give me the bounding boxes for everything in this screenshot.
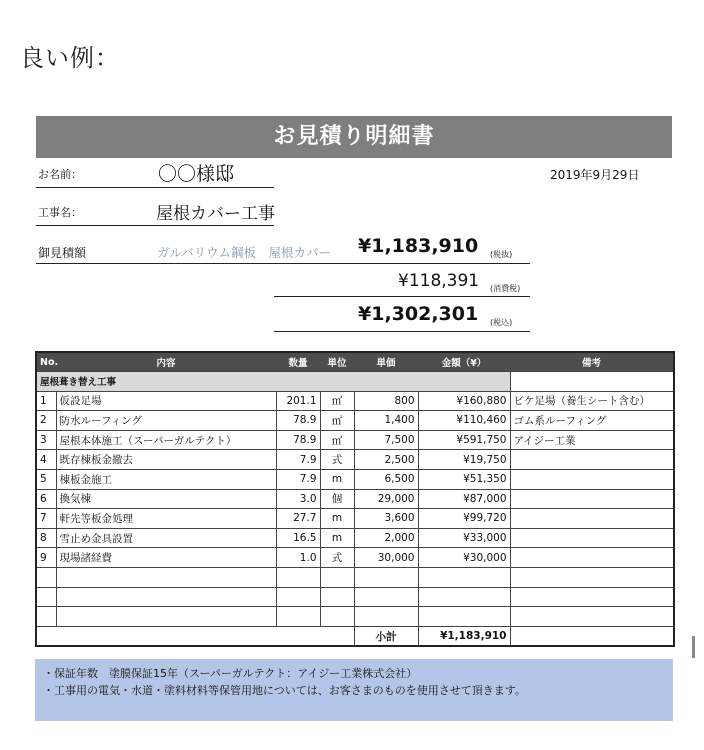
cell-no: 9 <box>36 548 56 568</box>
cell-price: 6,500 <box>354 469 418 489</box>
table-row <box>36 489 674 509</box>
cell-price: 2,500 <box>354 450 418 470</box>
cell-item: 既存棟板金撤去 <box>56 450 276 470</box>
amount-inc-tax-note: (税込) <box>490 318 513 327</box>
name-value: 〇〇様邸 <box>158 163 235 185</box>
cell-qty: 1.0 <box>276 548 320 568</box>
cell-price: 3,600 <box>354 509 418 529</box>
header-unit: 単位 <box>320 352 354 372</box>
cell-qty: 16.5 <box>276 528 320 548</box>
cell-unit: m <box>320 509 354 529</box>
cell-unit: ㎡ <box>320 430 354 450</box>
cell-item: 屋根本体施工（スーパーガルテクト） <box>56 430 276 450</box>
cell-unit: ㎡ <box>320 411 354 431</box>
cell-note <box>510 489 674 509</box>
note-line-1: ・保証年数 塗膜保証15年（スーパーガルテクト：アイジー工業株式会社） <box>43 667 418 680</box>
cell-price: 2,000 <box>354 528 418 548</box>
cell-item: 防水ルーフィング <box>56 411 276 431</box>
cell-amount: ¥30,000 <box>418 548 510 568</box>
cell-amount: ¥110,460 <box>418 411 510 431</box>
cell-amount: ¥33,000 <box>418 528 510 548</box>
table-row <box>36 528 674 548</box>
cell-item: 仮設足場 <box>56 391 276 411</box>
cell-price: 1,400 <box>354 411 418 431</box>
amount-ex-tax-note: (税抜) <box>490 250 513 259</box>
header-note: 備考 <box>510 352 674 372</box>
cell-amount: ¥19,750 <box>418 450 510 470</box>
tax-underline <box>274 296 530 297</box>
header-amount: 金額（¥） <box>418 352 510 372</box>
header-no: No. <box>36 352 56 372</box>
cell-note <box>510 450 674 470</box>
cell-price: 29,000 <box>354 489 418 509</box>
cell-note <box>510 528 674 548</box>
amount-inc-tax: ¥1,302,301 <box>358 303 479 325</box>
header-qty: 数量 <box>276 352 320 372</box>
project-value: 屋根カバー工事 <box>156 204 275 224</box>
cell-unit: ㎡ <box>320 391 354 411</box>
cell-unit: m <box>320 469 354 489</box>
cell-amount: ¥591,750 <box>418 430 510 450</box>
cell-no: 7 <box>36 509 56 529</box>
subtotal-row <box>36 626 674 646</box>
table-row <box>36 548 674 568</box>
cell-item: 現場諸経費 <box>56 548 276 568</box>
cell-qty: 7.9 <box>276 469 320 489</box>
cell-qty: 78.9 <box>276 411 320 431</box>
estimate-description: ガルバリウム鋼板 屋根カバー <box>157 245 332 260</box>
cell-note <box>510 509 674 529</box>
cell-no: 3 <box>36 430 56 450</box>
cell-amount: ¥87,000 <box>418 489 510 509</box>
cell-note <box>510 469 674 489</box>
cell-no: 1 <box>36 391 56 411</box>
cell-amount: ¥51,350 <box>418 469 510 489</box>
cell-qty: 78.9 <box>276 430 320 450</box>
estimate-label: 御見積額 <box>38 246 87 260</box>
table-header-row <box>36 352 674 372</box>
subtotal-value: ¥1,183,910 <box>418 626 510 646</box>
cell-unit: m <box>320 528 354 548</box>
tax-amount: ¥118,391 <box>398 271 480 291</box>
table-row <box>36 469 674 489</box>
table-row <box>36 450 674 470</box>
header-item: 内容 <box>56 352 276 372</box>
cell-unit: 個 <box>320 489 354 509</box>
cell-qty: 7.9 <box>276 450 320 470</box>
table-row <box>36 391 674 411</box>
table-row <box>36 411 674 431</box>
subtotal-label: 小計 <box>354 626 418 646</box>
cell-no: 2 <box>36 411 56 431</box>
issue-date: 2019年9月29日 <box>550 168 640 182</box>
page-heading: 良い例： <box>20 44 120 72</box>
amount-ex-tax: ¥1,183,910 <box>358 235 479 257</box>
cell-item: 棟板金施工 <box>56 469 276 489</box>
project-underline <box>36 225 274 226</box>
cell-no: 4 <box>36 450 56 470</box>
cell-item: 雪止め金具設置 <box>56 528 276 548</box>
tax-note: (消費税) <box>490 284 521 293</box>
cell-unit: 式 <box>320 450 354 470</box>
section-title: 屋根葺き替え工事 <box>36 372 510 392</box>
table-row <box>36 430 674 450</box>
cell-qty: 201.1 <box>276 391 320 411</box>
empty-row <box>36 567 674 587</box>
cell-note: アイジー工業 <box>510 430 674 450</box>
cell-item: 軒先等板金処理 <box>56 509 276 529</box>
cell-amount: ¥160,880 <box>418 391 510 411</box>
scrollbar-thumb[interactable] <box>692 636 695 658</box>
section-row <box>36 372 674 392</box>
name-underline <box>36 187 274 188</box>
cell-qty: 27.7 <box>276 509 320 529</box>
cell-price: 7,500 <box>354 430 418 450</box>
cell-amount: ¥99,720 <box>418 509 510 529</box>
cell-no: 5 <box>36 469 56 489</box>
cell-no: 6 <box>36 489 56 509</box>
note-line-2: ・工事用の電気・水道・塗料材料等保管用地については、お客さまのものを使用させて頂きます。 <box>43 684 526 697</box>
cell-no: 8 <box>36 528 56 548</box>
header-price: 単価 <box>354 352 418 372</box>
cell-price: 800 <box>354 391 418 411</box>
document-title: お見積り明細書 <box>36 116 672 158</box>
empty-row <box>36 587 674 607</box>
cell-unit: 式 <box>320 548 354 568</box>
cell-item: 換気棟 <box>56 489 276 509</box>
project-label: 工事名： <box>38 206 82 219</box>
estimate-underline <box>36 263 530 264</box>
cell-note: ゴム系ルーフィング <box>510 411 674 431</box>
total-underline <box>274 331 530 332</box>
cell-qty: 3.0 <box>276 489 320 509</box>
cell-price: 30,000 <box>354 548 418 568</box>
empty-row <box>36 607 674 627</box>
notes-box <box>35 659 673 721</box>
cell-note <box>510 548 674 568</box>
table-row <box>36 509 674 529</box>
estimate-items-table <box>35 351 675 647</box>
cell-note: ビケ足場（養生シート含む） <box>510 391 674 411</box>
name-label: お名前： <box>38 168 82 181</box>
